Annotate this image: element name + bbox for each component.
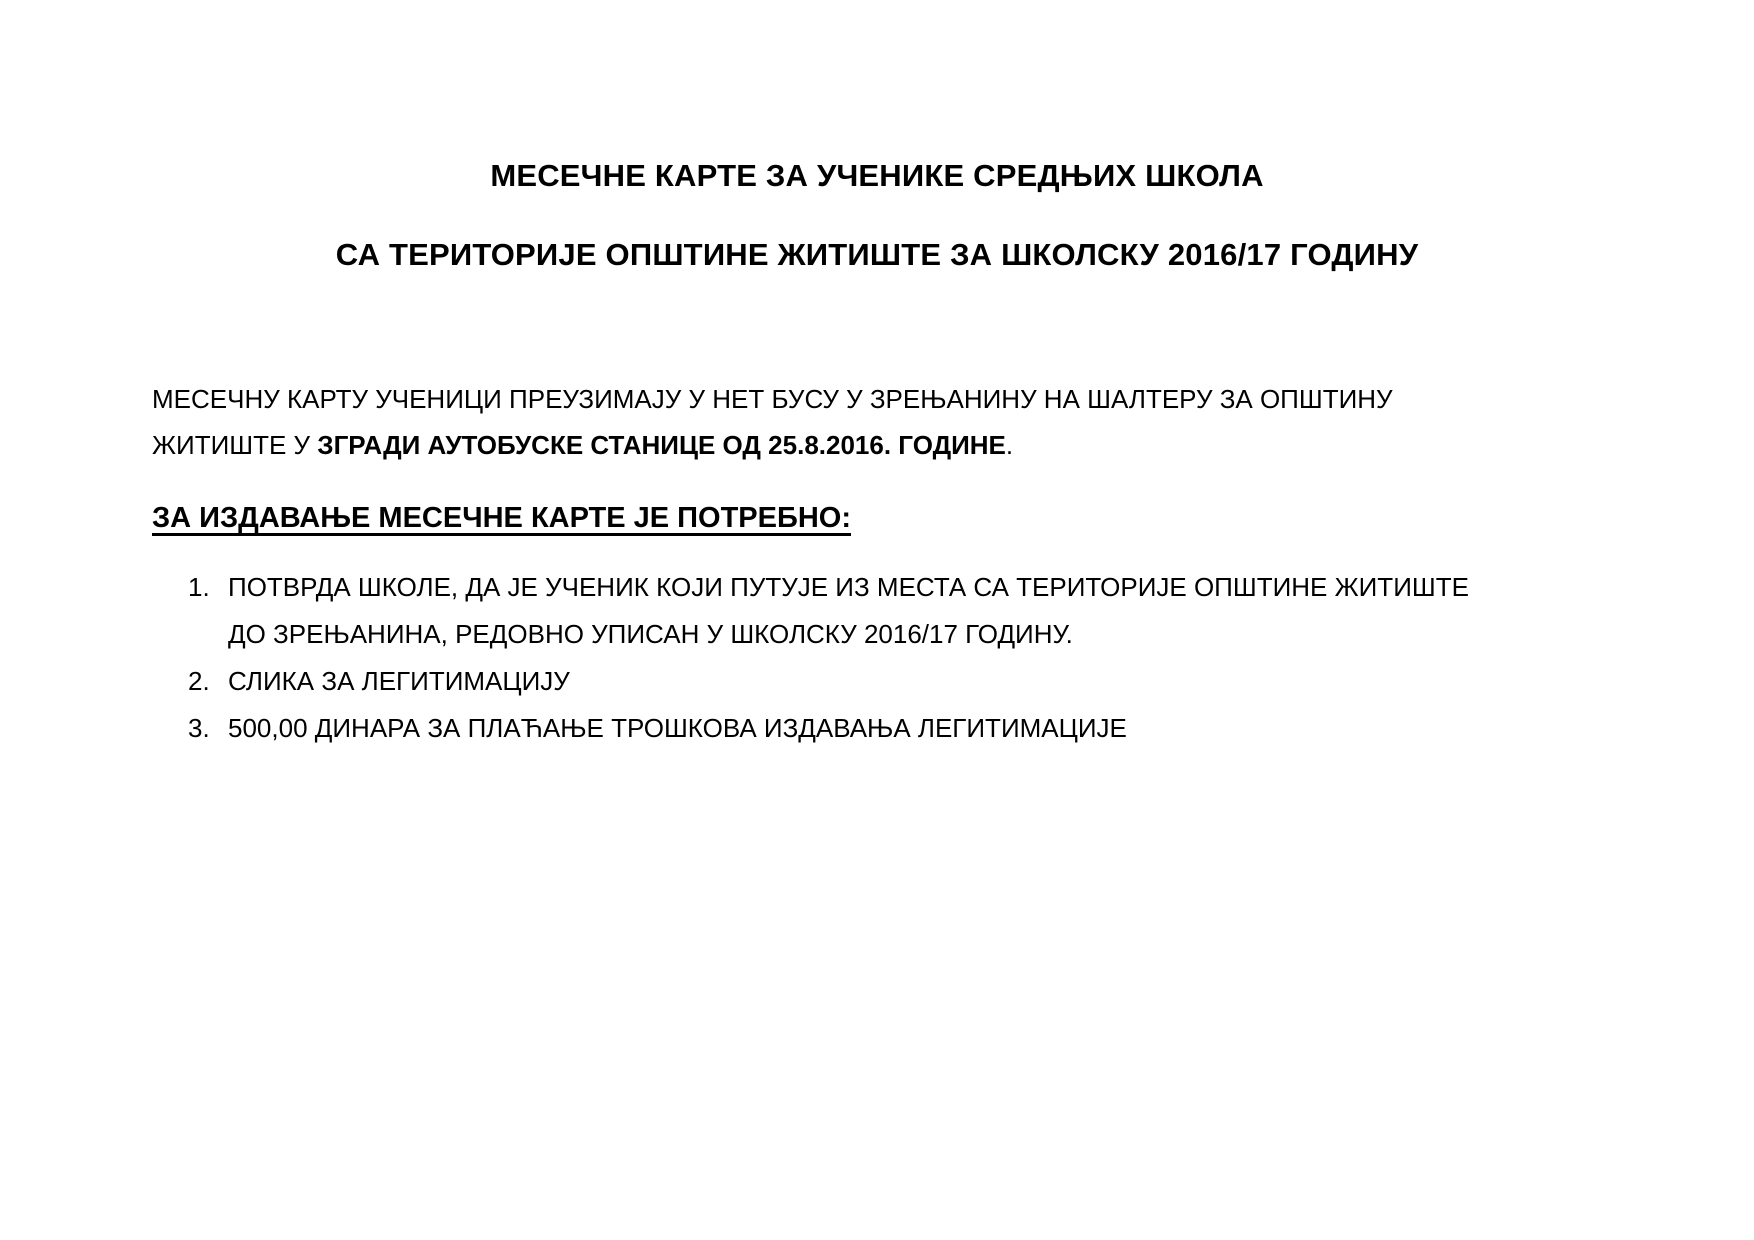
requirement-item-1 [188,572,1469,603]
intro-line-2-prefix: ЖИТИШТЕ У [152,430,318,460]
requirement-item-1-continuation: ДО ЗРЕЊАНИНА, РЕДОВНО УПИСАН У ШКОЛСКУ 2016/17 ГОДИНУ. [228,619,1073,649]
requirement-text: 500,00 ДИНАРА ЗА ПЛАЋАЊЕ ТРОШКОВА ИЗДАВАЊА ЛЕГИТИМАЦИЈЕ [228,713,1127,743]
intro-paragraph-line-1: МЕСЕЧНУ КАРТУ УЧЕНИЦИ ПРЕУЗИМАЈУ У НЕТ БУСУ У ЗРЕЊАНИНУ НА ШАЛТЕРУ ЗА ОПШТИНУ [152,384,1393,414]
intro-line-2-suffix: . [1005,430,1014,460]
requirement-number: 2. [188,666,210,696]
requirement-text: ПОТВРДА ШКОЛЕ, ДА ЈЕ УЧЕНИК КОЈИ ПУТУЈЕ ИЗ МЕСТА СА ТЕРИТОРИЈЕ ОПШТИНЕ ЖИТИШТЕ [228,572,1469,602]
requirement-text: СЛИКА ЗА ЛЕГИТИМАЦИЈУ [228,666,570,696]
requirement-item-2 [188,666,570,697]
intro-paragraph-line-2 [152,430,1013,461]
document-title-line-1: МЕСЕЧНЕ КАРТЕ ЗА УЧЕНИКЕ СРЕДЊИХ ШКОЛА [490,158,1264,193]
intro-line-2-bold: ЗГРАДИ АУТОБУСКЕ СТАНИЦЕ ОД 25.8.2016. ГОДИНЕ [317,430,1006,460]
requirements-heading: ЗА ИЗДАВАЊЕ МЕСЕЧНЕ КАРТЕ ЈЕ ПОТРЕБНО: [152,502,851,534]
requirement-number: 3. [188,713,210,743]
requirement-number: 1. [188,572,210,602]
requirement-item-3 [188,713,1127,744]
document-title-line-2: СА ТЕРИТОРИЈЕ ОПШТИНЕ ЖИТИШТЕ ЗА ШКОЛСКУ 2016/17 ГОДИНУ [335,237,1419,272]
